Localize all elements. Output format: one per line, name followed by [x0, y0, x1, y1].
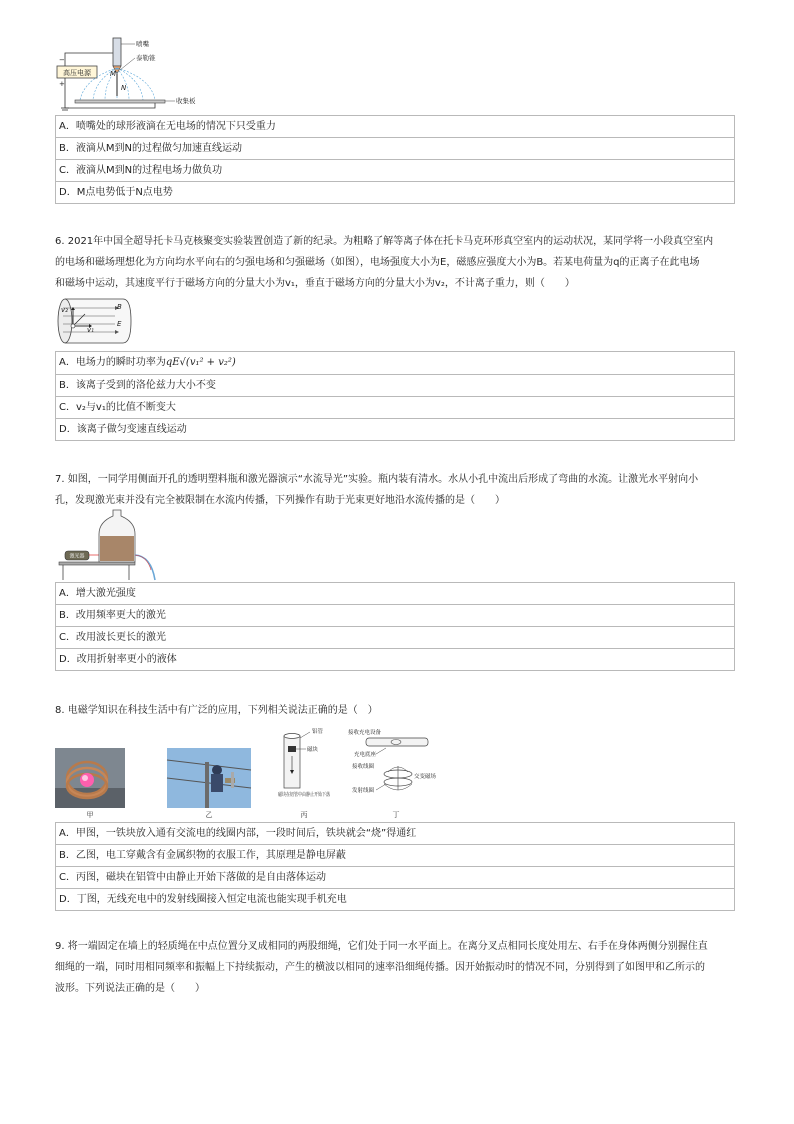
q6-option-a-formula: qE√(v₁² + v₂²) [165, 357, 236, 368]
receive-coil-label: 接收线圈 [352, 764, 375, 770]
magnet-label: 磁块 [307, 747, 319, 753]
v1-label: v₁ [87, 326, 94, 334]
q6-option-a-text: A．电场力的瞬时功率为 [59, 357, 166, 368]
q8-option-b[interactable]: B．乙图，电工穿戴含有金属织物的衣服工作，其原理是静电屏蔽 [55, 845, 735, 867]
b-label: B [117, 303, 122, 311]
q6-option-b[interactable]: B．该离子受到的洛伦兹力大小不变 [55, 375, 735, 397]
collector-plate [75, 100, 165, 103]
aluminum-tube-label: 铝管 [312, 729, 324, 735]
v2-label: v₂ [61, 306, 68, 314]
base-label: 充电底座 [354, 752, 377, 758]
power-supply-label: 高压电源 [63, 69, 91, 77]
laser-label: 激光器 [69, 553, 85, 560]
q7-figure [55, 510, 165, 582]
q6-figure [55, 296, 135, 346]
q5-option-d[interactable]: D．M点电势低于N点电势 [55, 182, 735, 204]
bing-note-text: 磁块在铝管中由静止开始下落 [278, 792, 344, 798]
q7-option-a[interactable]: A．增大激光强度 [55, 583, 735, 605]
q8-diagram-ding [344, 726, 444, 812]
q8-photo-jia [55, 748, 125, 808]
q7-option-d[interactable]: D．改用折射率更小的液体 [55, 649, 735, 671]
plus-sign: + [59, 80, 65, 88]
point-n-label: N [121, 84, 127, 92]
q9-stem-line-2: 细绳的一端，同时用相同频率和振幅上下持续振动，产生的横波以相同的速率沿细绳传播。因开始振动时的情况不同，分别得到了如图甲和乙所示的 [55, 962, 705, 973]
water-stream [135, 555, 155, 580]
q6-option-c[interactable]: C．v₂与v₁的比值不断变大 [55, 397, 735, 419]
q6-stem-line-1: 6. 2021年中国全超导托卡马克核聚变实验装置创造了新的纪录。为粗略了解等离子体在托卡马克环形真空室内的运动状况，某同学将一小段真空室内 [55, 236, 714, 247]
caption-bing: 丙 [300, 811, 308, 819]
caption-ding: 丁 [392, 811, 400, 819]
q8-stem: 8. 电磁学知识在科技生活中有广泛的应用，下列相关说法正确的是（ ） [55, 705, 378, 716]
point-m-label: M [110, 70, 117, 78]
q7-option-b[interactable]: B．改用频率更大的激光 [55, 605, 735, 627]
q7-stem-line-2: 孔，发现激光束并没有完全被限制在水流内传播，下列操作有助于光束更好地沿水流传播的是（ ） [55, 495, 505, 506]
minus-sign: − [59, 56, 65, 64]
worker-icon [211, 774, 223, 792]
transmit-coil-label: 发射线圈 [352, 788, 375, 794]
q5-figure [55, 38, 200, 113]
taylor-cone-label: 泰勒锥 [136, 54, 156, 62]
q7-option-c[interactable]: C．改用波长更长的激光 [55, 627, 735, 649]
q8-options [55, 822, 735, 911]
q8-option-c[interactable]: C．丙图，磁块在铝管中由静止开始下落做的是自由落体运动 [55, 867, 735, 889]
q7-stem [55, 469, 741, 511]
q5-option-a[interactable]: A．喷嘴处的球形液滴在无电场的情况下只受重力 [55, 116, 735, 138]
q6-stem [55, 231, 741, 294]
q8-option-a[interactable]: A．甲图，一铁块放入通有交流电的线圈内部，一段时间后，铁块就会“烧”得通红 [55, 823, 735, 845]
caption-yi: 乙 [205, 811, 213, 819]
q8-diagram-bing [276, 726, 344, 812]
q7-stem-line-1: 7. 如图，一同学用侧面开孔的透明塑料瓶和激光器演示“水流导光”实验。瓶内装有清水。水从小孔中流出后形成了弯曲的水流。让激光水平射向小 [55, 474, 699, 485]
q5-options [55, 115, 735, 204]
bottle-water [100, 536, 134, 561]
q5-option-b[interactable]: B．液滴从M到N的过程做匀加速直线运动 [55, 138, 735, 160]
nozzle-label: 喷嘴 [136, 40, 149, 48]
nozzle [113, 38, 121, 66]
q9-stem-line-3: 波形。下列说法正确的是（ ） [55, 983, 205, 994]
q9-stem-line-1: 9. 将一端固定在墙上的轻质绳在中点位置分叉成相同的两股细绳，它们处于同一水平面上。在离分叉点相同长度处用左、右手在身体两侧分别握住直 [55, 941, 708, 952]
caption-jia: 甲 [86, 811, 94, 819]
receiver-device-label: 接收充电设备 [348, 730, 382, 736]
q8-photo-yi [167, 748, 251, 808]
magnet-block [288, 746, 296, 752]
field-label: 交变磁场 [414, 774, 437, 780]
q8-option-d[interactable]: D．丁图，无线充电中的发射线圈接入恒定电流也能实现手机充电 [55, 889, 735, 911]
q6-stem-line-3: 和磁场中运动，其速度平行于磁场方向的分量大小为v₁，垂直于磁场方向的分量大小为v₂，不计离子重力，则（ ） [55, 278, 575, 289]
q9-stem [55, 936, 741, 999]
e-label: E [117, 320, 122, 328]
q7-options [55, 582, 735, 671]
q5-option-c[interactable]: C．液滴从M到N的过程电场力做负功 [55, 160, 735, 182]
q6-options [55, 351, 735, 441]
q6-stem-line-2: 的电场和磁场理想化为方向均水平向右的匀强电场和匀强磁场（如图），电场强度大小为E，磁感应强度大小为B。若某电荷量为q的正离子在此电场 [55, 257, 700, 268]
q6-option-d[interactable]: D．该离子做匀变速直线运动 [55, 419, 735, 441]
bing-note [278, 791, 344, 798]
collector-label: 收集板 [176, 97, 196, 105]
q6-option-a[interactable] [55, 352, 735, 375]
